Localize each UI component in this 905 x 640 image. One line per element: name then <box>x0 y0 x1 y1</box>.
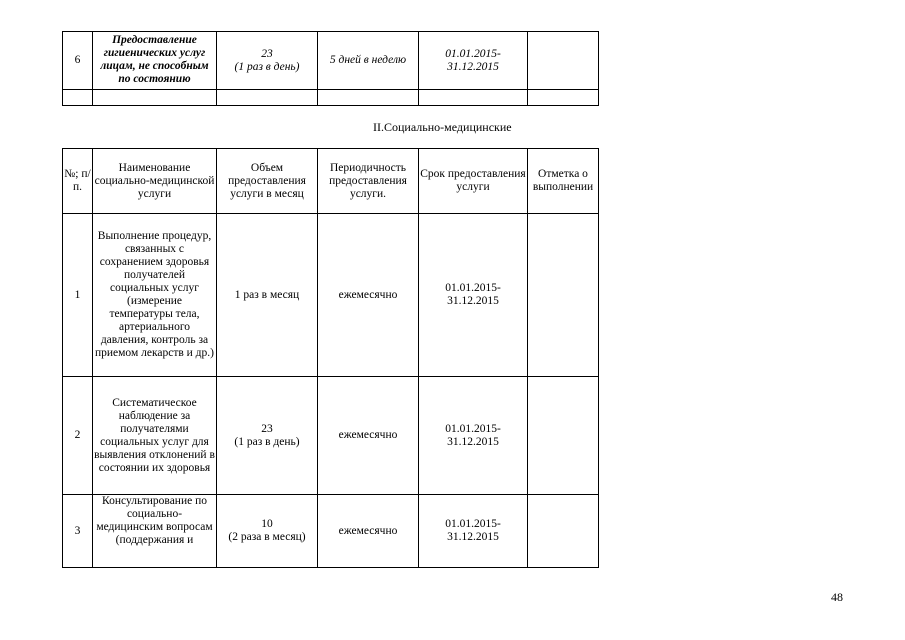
page-cut-mask <box>0 570 620 590</box>
empty-cell <box>93 90 217 106</box>
empty-cell <box>217 90 318 106</box>
empty-cell <box>63 90 93 106</box>
service-volume-line2: (2 раза в месяц) <box>228 531 306 543</box>
service-periodicity: 5 дней в неделю <box>318 32 419 90</box>
empty-cell <box>419 90 528 106</box>
service-volume-line2: (1 раз в день) <box>234 435 300 448</box>
service-period-line2: 31.12.2015 <box>447 295 499 307</box>
table-row <box>63 495 599 568</box>
service-name <box>93 32 217 90</box>
service-name: Систематическое наблюдение за получателями социальных услуг для выявления отклонений в состоянии их здоровья <box>93 377 217 495</box>
service-period <box>419 214 528 377</box>
service-name: Консультирование по социально-медицинским вопросам (поддержания и <box>93 495 217 568</box>
section-heading: II.Социально-медицинские <box>373 120 512 134</box>
table-header-row <box>63 149 599 214</box>
service-volume-line1: 23 <box>261 422 273 435</box>
service-periodicity: ежемесячно <box>318 495 419 568</box>
empty-cell <box>528 90 599 106</box>
social-medical-services-table <box>62 148 599 568</box>
service-volume <box>217 32 318 90</box>
service-name: Выполнение процедур, связанных с сохранением здоровья получателей социальных услуг (измерение температуры тела, артериального давления, контроль за приемом лекарств и др.) <box>93 214 217 377</box>
header-number: №; п/п. <box>63 149 93 214</box>
service-period <box>419 377 528 495</box>
service-volume-line1: 10 <box>261 518 273 530</box>
service-volume-line2: (1 раз в день) <box>234 60 300 73</box>
row-number: 2 <box>63 377 93 495</box>
row-number: 1 <box>63 214 93 377</box>
service-mark <box>528 495 599 568</box>
header-name: Наименование социально-медицинской услуги <box>93 149 217 214</box>
continued-services-table <box>62 31 599 106</box>
service-volume-line1: 23 <box>261 47 273 60</box>
service-period <box>419 32 528 90</box>
service-volume <box>217 377 318 495</box>
row-number: 3 <box>63 495 93 568</box>
service-volume <box>217 214 318 377</box>
table-row <box>63 214 599 377</box>
page-number: 48 <box>831 590 843 604</box>
service-periodicity: ежемесячно <box>318 377 419 495</box>
service-period <box>419 495 528 568</box>
service-period-line1: 01.01.2015- <box>445 422 501 435</box>
empty-table-row <box>63 90 599 106</box>
header-volume: Объем предоставления услуги в месяц <box>217 149 318 214</box>
service-periodicity: ежемесячно <box>318 214 419 377</box>
table-row <box>63 377 599 495</box>
service-mark <box>528 32 599 90</box>
header-mark: Отметка о выполнении <box>528 149 599 214</box>
service-period-line2: 31.12.2015 <box>447 60 499 73</box>
service-mark <box>528 214 599 377</box>
service-period-line1: 01.01.2015- <box>445 518 501 530</box>
service-period-line2: 31.12.2015 <box>447 435 499 448</box>
row-number: 6 <box>63 32 93 90</box>
service-volume <box>217 495 318 568</box>
header-period: Срок предоставления услуги <box>419 149 528 214</box>
service-mark <box>528 377 599 495</box>
service-period-line1: 01.01.2015- <box>445 282 501 294</box>
service-period-line1: 01.01.2015- <box>445 47 501 60</box>
service-volume-line1: 1 раз в месяц <box>234 288 300 301</box>
service-name-text: Предоставление гигиенических услуг лицам, не способным по состоянию <box>100 34 209 85</box>
service-period-line2: 31.12.2015 <box>447 531 499 543</box>
header-periodicity: Периодичность предоставления услуги. <box>318 149 419 214</box>
empty-cell <box>318 90 419 106</box>
table-row <box>63 32 599 90</box>
